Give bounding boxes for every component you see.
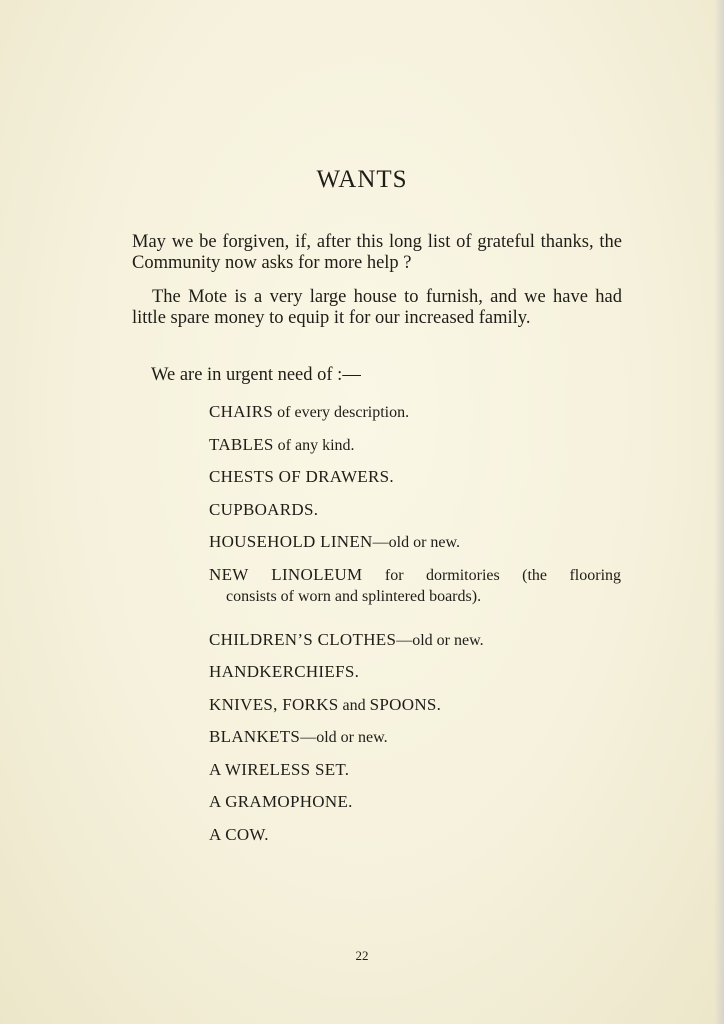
list-item: TABLES of any kind. [209,434,355,454]
list-item: BLANKETS—old or new. [209,727,388,746]
lead-line: We are in urgent need of :— [151,365,361,385]
list-item: A GRAMOPHONE. [209,792,353,811]
list-item: KNIVES, FORKS and SPOONS. [209,694,442,714]
list-item: CHILDREN’S CLOTHES—old or new. [209,629,484,649]
list-item: HANDKERCHIEFS. [209,662,360,681]
intro-paragraph: May we be forgiven, if, after this long list of grateful thanks, the Community now asks for more help ? [132,232,622,273]
list-item: A WIRELESS SET. [209,759,350,779]
list-item: NEW LINOLEUM for dormitories (the flooring consists of worn and splintered boards). [209,564,622,605]
list-item: HOUSEHOLD LINEN—old or new. [209,532,461,551]
list-item: A COW. [209,824,269,844]
wants-list [209,401,624,856]
list-item: CUPBOARDS. [209,499,319,519]
page-title: WANTS [316,166,408,193]
list-item: CHESTS OF DRAWERS. [209,467,394,486]
page-number: 22 [355,948,369,963]
list-item: CHAIRS of every description. [209,402,410,421]
body-paragraph: The Mote is a very large house to furnish, and we have had little spare money to equip it for our increased family. [132,287,622,328]
